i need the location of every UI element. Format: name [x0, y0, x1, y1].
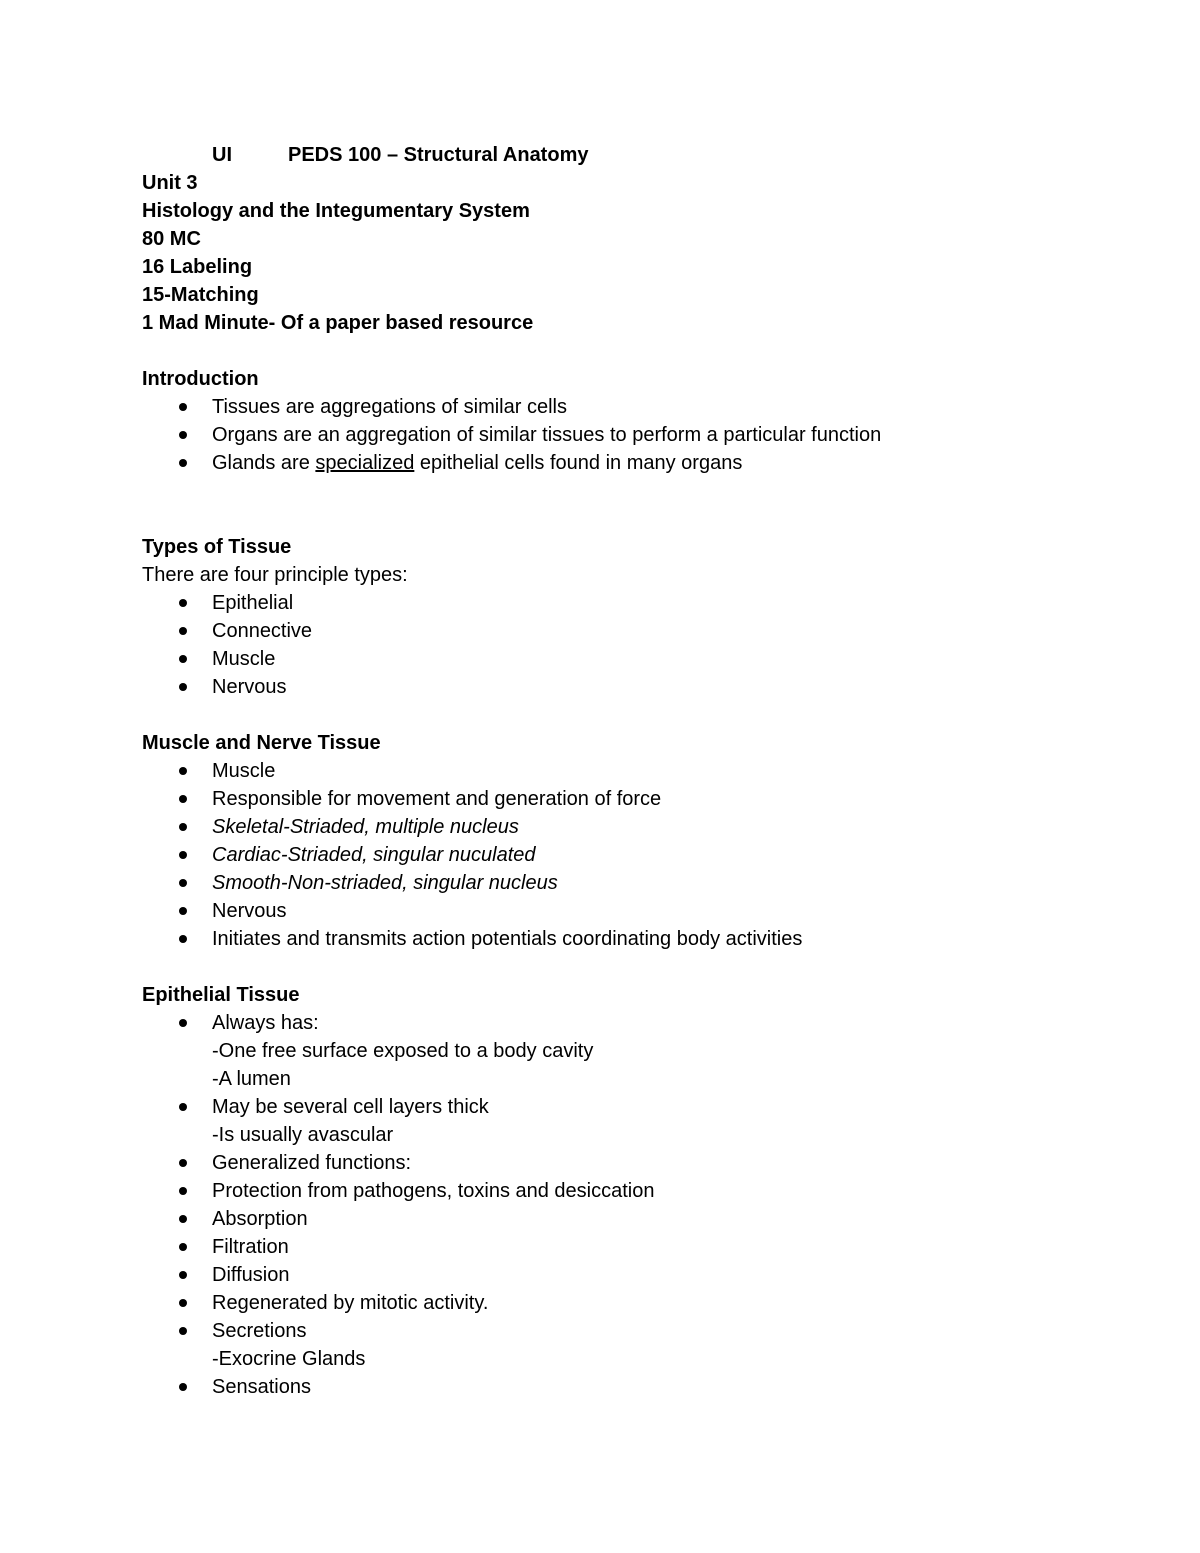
- mc-count: 80 MC: [142, 228, 201, 250]
- list-item: May be several cell layers thick -Is usually avascular: [142, 1093, 1102, 1149]
- bullet-icon: [179, 655, 187, 663]
- bullet-icon: [179, 459, 187, 467]
- list-item: Responsible for movement and generation of force: [142, 785, 1102, 813]
- list-item: Secretions -Exocrine Glands: [142, 1317, 1102, 1373]
- list-item: Muscle: [142, 757, 1102, 785]
- bullet-icon: [179, 403, 187, 411]
- list-item: Generalized functions:: [142, 1149, 1102, 1177]
- list-item: Diffusion: [142, 1261, 1102, 1289]
- sub-item: -Exocrine Glands: [212, 1348, 366, 1370]
- bullet-icon: [179, 683, 187, 691]
- bullet-icon: [179, 1159, 187, 1167]
- intro-heading: Introduction: [142, 368, 259, 390]
- list-item: Skeletal-Striaded, multiple nucleus: [142, 813, 1102, 841]
- muscle-nerve-heading: Muscle and Nerve Tissue: [142, 732, 381, 754]
- bullet-icon: [179, 1187, 187, 1195]
- bullet-icon: [179, 599, 187, 607]
- muscle-nerve-list: [142, 757, 1102, 953]
- sub-item: -Is usually avascular: [212, 1124, 394, 1146]
- institution-label: UI: [212, 144, 232, 166]
- bullet-icon: [179, 1103, 187, 1111]
- list-item: Cardiac-Striaded, singular nuculated: [142, 841, 1102, 869]
- bullet-icon: [179, 1327, 187, 1335]
- sub-item: -A lumen: [212, 1068, 291, 1090]
- document-content: [142, 141, 1102, 1401]
- epithelial-list: [142, 1009, 1102, 1401]
- bullet-icon: [179, 823, 187, 831]
- list-item: Nervous: [142, 673, 1102, 701]
- bullet-icon: [179, 1299, 187, 1307]
- bullet-icon: [179, 431, 187, 439]
- bullet-icon: [179, 851, 187, 859]
- list-item: Glands are specialized epithelial cells found in many organs: [142, 449, 1102, 477]
- list-item: Smooth-Non-striaded, singular nucleus: [142, 869, 1102, 897]
- bullet-icon: [179, 1271, 187, 1279]
- course-title-line: [142, 141, 1102, 169]
- intro-list: [142, 393, 1102, 477]
- types-lead: There are four principle types:: [142, 564, 408, 586]
- bullet-icon: [179, 935, 187, 943]
- sub-item: -One free surface exposed to a body cavity: [212, 1040, 594, 1062]
- list-item: Muscle: [142, 645, 1102, 673]
- list-item: Sensations: [142, 1373, 1102, 1401]
- bullet-icon: [179, 795, 187, 803]
- bullet-icon: [179, 1019, 187, 1027]
- bullet-icon: [179, 879, 187, 887]
- list-item: Regenerated by mitotic activity.: [142, 1289, 1102, 1317]
- list-item: Epithelial: [142, 589, 1102, 617]
- labeling-count: 16 Labeling: [142, 256, 253, 278]
- bullet-icon: [179, 767, 187, 775]
- bullet-icon: [179, 627, 187, 635]
- list-item: Tissues are aggregations of similar cells: [142, 393, 1102, 421]
- matching-count: 15-Matching: [142, 284, 259, 306]
- list-item: Protection from pathogens, toxins and desiccation: [142, 1177, 1102, 1205]
- list-item: Filtration: [142, 1233, 1102, 1261]
- list-item: Always has: -One free surface exposed to a body cavity -A lumen: [142, 1009, 1102, 1093]
- underlined-word: specialized: [315, 452, 415, 474]
- topic-label: Histology and the Integumentary System: [142, 200, 530, 222]
- course-title: PEDS 100 – Structural Anatomy: [288, 144, 589, 166]
- list-item: Initiates and transmits action potentials coordinating body activities: [142, 925, 1102, 953]
- list-item: Connective: [142, 617, 1102, 645]
- list-item: Nervous: [142, 897, 1102, 925]
- epithelial-heading: Epithelial Tissue: [142, 984, 300, 1006]
- bullet-icon: [179, 907, 187, 915]
- list-item: Organs are an aggregation of similar tissues to perform a particular function: [142, 421, 1102, 449]
- list-item: Absorption: [142, 1205, 1102, 1233]
- bullet-icon: [179, 1243, 187, 1251]
- types-heading: Types of Tissue: [142, 536, 292, 558]
- unit-label: Unit 3: [142, 172, 198, 194]
- mad-minute-line: 1 Mad Minute- Of a paper based resource: [142, 312, 534, 334]
- types-list: [142, 589, 1102, 701]
- bullet-icon: [179, 1215, 187, 1223]
- bullet-icon: [179, 1383, 187, 1391]
